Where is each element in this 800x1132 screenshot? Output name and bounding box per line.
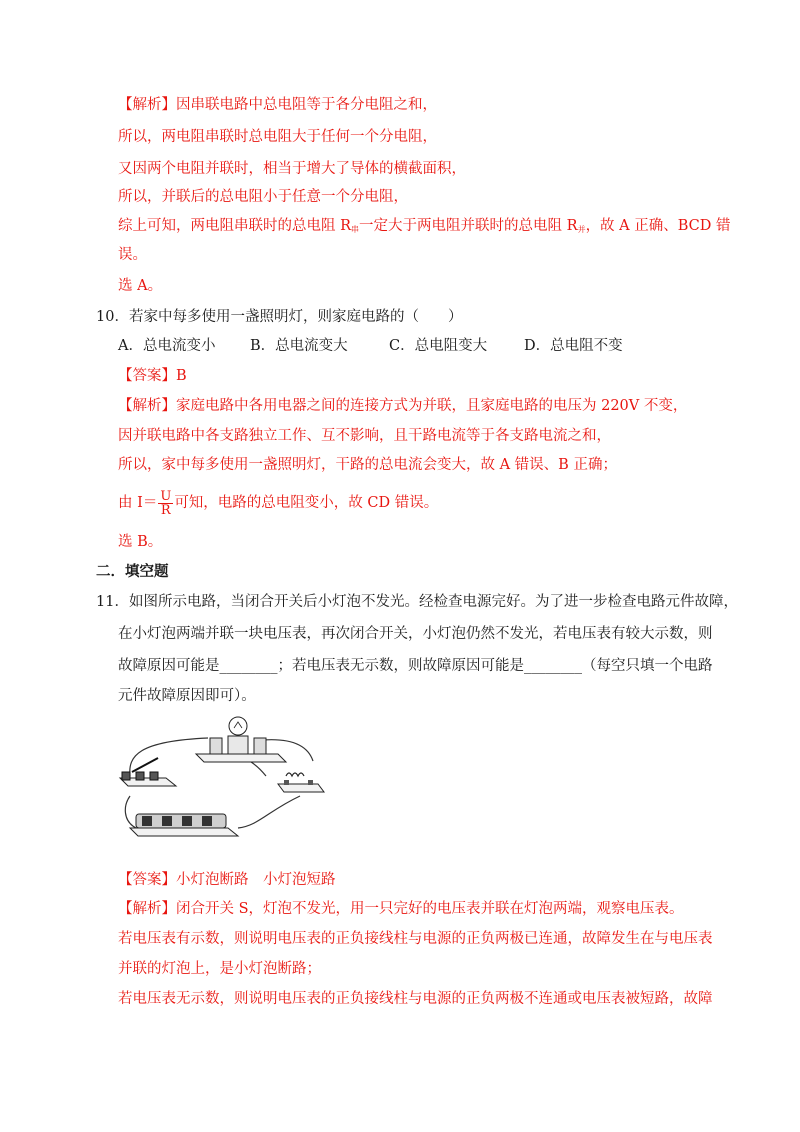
switch-board [120,758,176,786]
text-part: 综上可知，两电阻串联时的总电阻 R [118,218,352,234]
analysis-11-line-2: 若电压表有示数，则说明电压表的正负接线柱与电源的正负两极已连通，故障发生在与电压表 [118,931,713,947]
option-a: A．总电流变小 [118,338,216,354]
battery-board [130,814,238,836]
analysis-10-line-3: 所以，家中每多使用一盏照明灯，干路的总电流会变大，故 A 错误、B 正确； [118,457,617,473]
analysis-9-line-4: 所以，并联后的总电阻小于任意一个分电阻， [118,189,408,205]
subscript-series: 串 [351,225,360,234]
analysis-tag: 【解析】 [118,901,176,917]
analysis-10-line-2: 因并联电路中各支路独立工作、互不影响，且干路电流等于各支路电流之和， [118,428,611,444]
answer-value: B [176,368,187,384]
analysis-10-line-4 [118,488,438,518]
text-part: ，故 A 正确、BCD 错 [585,218,731,234]
option-d: D．总电阻不变 [524,338,623,354]
analysis-11-line-4: 若电压表无示数，则说明电压表的正负接线柱与电源的正负两极不连通或电压表被短路，故障 [118,991,713,1007]
text-part: 一定大于两电阻并联时的总电阻 R [359,218,578,234]
analysis-11-line-3: 并联的灯泡上，是小灯泡断路； [118,961,321,977]
analysis-9-line-1 [118,95,437,115]
fraction-denominator: R [160,502,171,518]
question-11-line-2: 在小灯泡两端并联一块电压表，再次闭合开关，小灯泡仍然不发光，若电压表有较大示数，则 [118,626,713,642]
analysis-tag: 【解析】 [118,398,176,414]
resistor-board [278,773,324,792]
option-c: C．总电阻变大 [389,338,488,354]
answer-11 [118,870,336,890]
analysis-9-conclusion: 选 A。 [118,278,163,294]
question-10-stem: 10．若家中每多使用一盏照明灯，则家庭电路的（ ） [96,309,463,325]
analysis-9-line-5 [118,216,731,240]
formula-prefix: 由 I＝ [118,495,158,511]
analysis-9-line-3: 又因两个电阻并联时，相当于增大了导体的横截面积， [118,161,466,177]
analysis-text: 因串联电路中总电阻等于各分电阻之和， [176,97,437,113]
section-title: 二．填空题 [96,563,169,580]
analysis-10-conclusion: 选 B。 [118,534,163,550]
answer-tag: 【答案】 [118,872,176,888]
analysis-9-line-2: 所以，两电阻串联时总电阻大于任何一个分电阻， [118,129,437,145]
answer-10 [118,366,187,386]
circuit-diagram [118,716,328,846]
analysis-11-line-1 [118,899,684,919]
analysis-9-line-6: 误。 [118,247,147,263]
question-11-line-3: 故障原因可能是________；若电压表无示数，则故障原因可能是________（每空只填一个电路 [118,658,713,674]
fraction-numerator: U [160,488,172,504]
analysis-text: 闭合开关 S，灯泡不发光，用一只完好的电压表并联在灯泡两端，观察电压表。 [176,901,684,917]
question-11-line-4: 元件故障原因即可）。 [118,688,256,704]
question-11-line-1: 11．如图所示电路，当闭合开关后小灯泡不发光。经检查电源完好。为了进一步检查电路元件故障， [96,594,738,610]
option-b: B．总电流变大 [250,338,348,354]
answer-value: 小灯泡断路 小灯泡短路 [176,872,336,888]
answer-tag: 【答案】 [118,368,176,384]
analysis-text: 家庭电路中各用电器之间的连接方式为并联，且家庭电路的电压为 220V 不变， [176,398,688,414]
formula-suffix: 可知，电路的总电阻变小，故 CD 错误。 [174,495,439,511]
analysis-10-line-1 [118,396,687,416]
formula-fraction [158,490,173,517]
analysis-tag: 【解析】 [118,97,176,113]
subscript-parallel: 并 [577,225,586,234]
